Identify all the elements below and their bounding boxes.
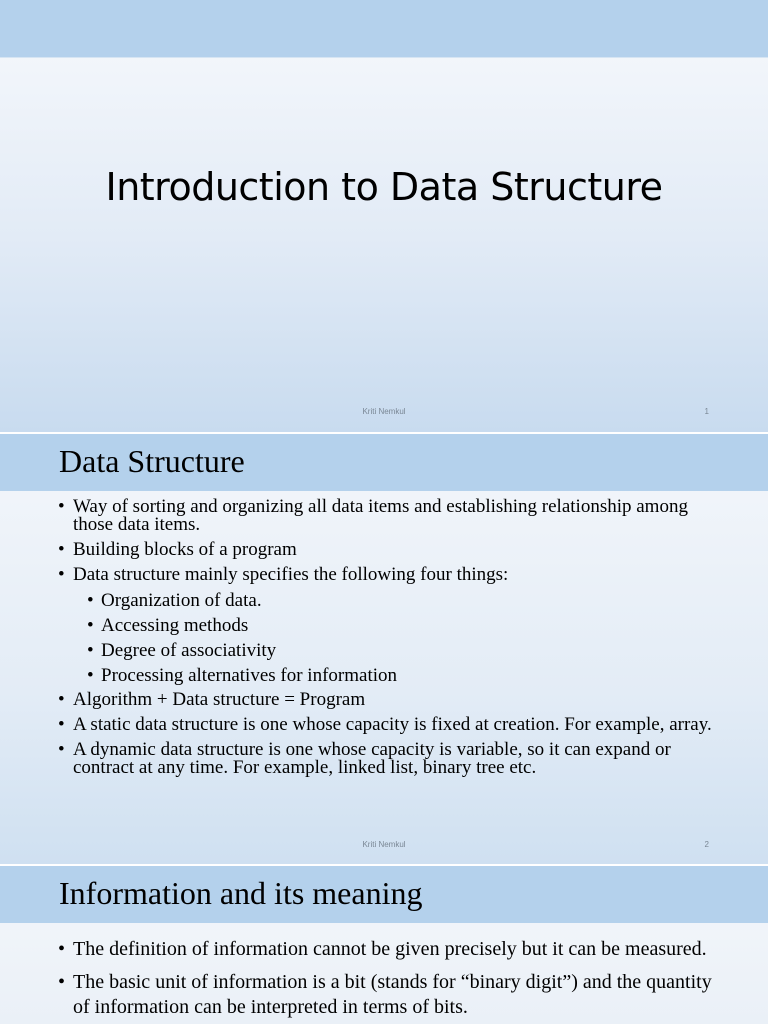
slide-page-number: 2	[704, 840, 709, 849]
bullet-item: • Way of sorting and organizing all data items and establishing relationship among those data items.	[58, 498, 728, 534]
slide-header-band	[0, 866, 768, 923]
title-slide	[0, 0, 768, 432]
sub-bullet-item: • Organization of data.	[87, 591, 728, 610]
slide-title: Introduction to Data Structure	[105, 165, 663, 209]
slide-footer-author: Kriti Nemkul	[362, 407, 406, 416]
slide-page-number: 1	[704, 407, 709, 416]
sub-bullet-item: • Degree of associativity	[87, 641, 728, 660]
information-slide	[0, 866, 768, 1024]
bullet-item: • A dynamic data structure is one whose capacity is variable, so it can expand or contract at any time. For example, linked list, binary tree etc.	[58, 741, 728, 777]
slide-header-band	[0, 0, 768, 58]
bullet-item: • The definition of information cannot be given precisely but it can be measured.	[58, 937, 728, 962]
data-structure-slide	[0, 434, 768, 864]
slide-title: Data Structure	[59, 443, 245, 479]
slide-footer-author: Kriti Nemkul	[362, 840, 406, 849]
bullet-list	[58, 937, 728, 1024]
slide-header-band	[0, 434, 768, 491]
sub-bullet-item: • Accessing methods	[87, 616, 728, 635]
slide-title: Information and its meaning	[59, 875, 423, 911]
bullet-item: • Algorithm + Data structure = Program	[58, 691, 728, 709]
bullet-item: • A static data structure is one whose capacity is fixed at creation. For example, array.	[58, 716, 728, 734]
bullet-item: • The basic unit of information is a bit (stands for “binary digit”) and the quantity of information can be interpreted in terms of bits.	[58, 970, 728, 1020]
sub-bullet-item: • Processing alternatives for information	[87, 666, 728, 685]
bullet-item: • Data structure mainly specifies the following four things:	[58, 566, 728, 584]
bullet-list	[58, 498, 728, 784]
bullet-item: • Building blocks of a program	[58, 541, 728, 559]
